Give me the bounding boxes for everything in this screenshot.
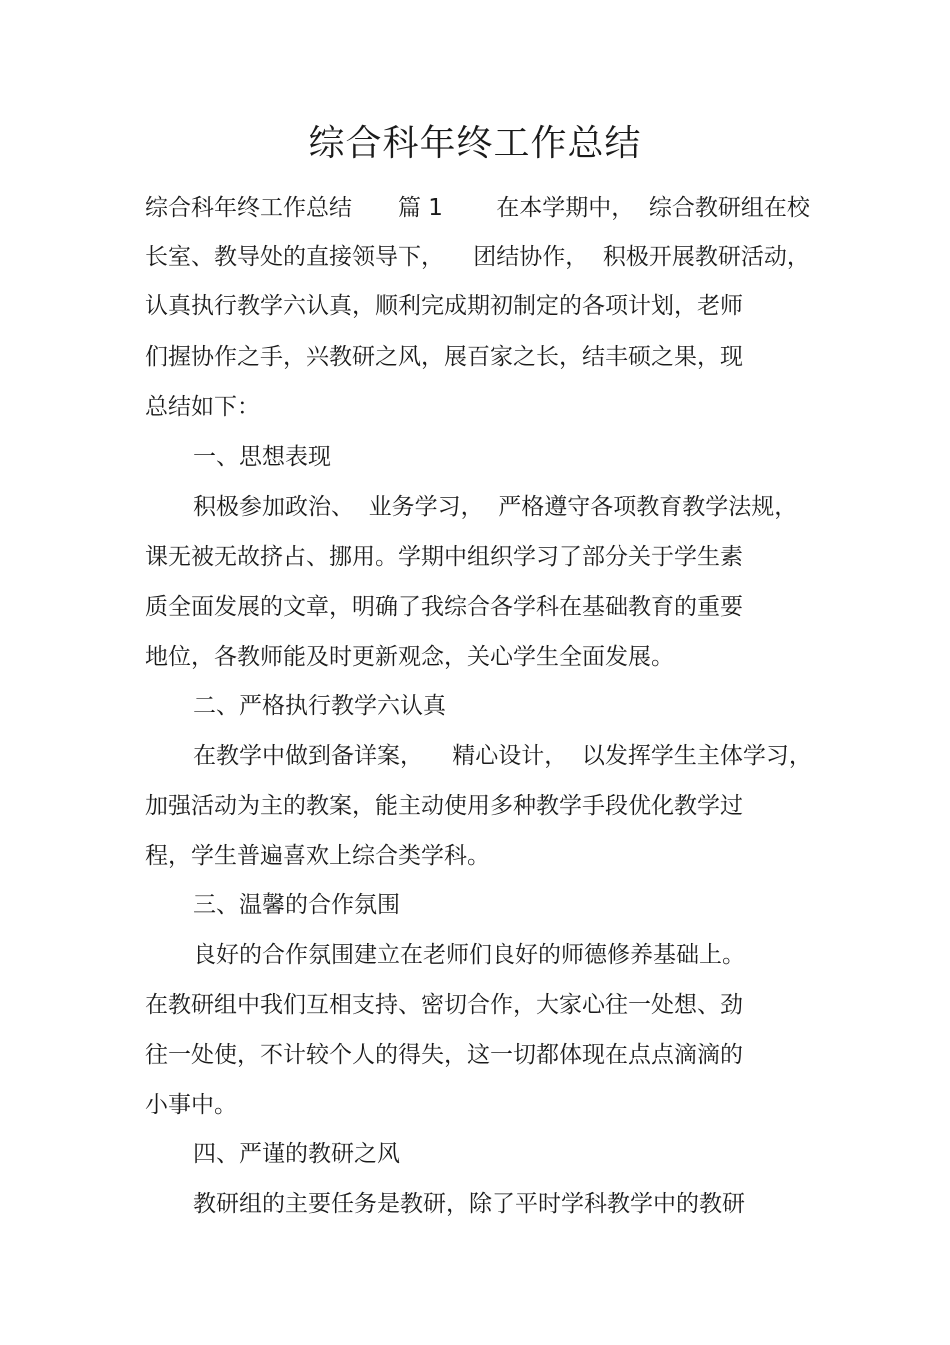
paragraph-line: 总结如下：: [145, 394, 260, 420]
paragraph-line: 长室、教导处的直接领导下， 团结协作， 积极开展教研活动，: [145, 244, 810, 270]
paragraph-line: 积极参加政治、 业务学习， 严格遵守各项教育教学法规，: [193, 494, 798, 520]
paragraph-line: 地位，各教师能及时更新观念，关心学生全面发展。: [145, 644, 674, 670]
section-heading: 三、温馨的合作氛围: [193, 892, 400, 918]
paragraph-line: 良好的合作氛围建立在老师们良好的师德修养基础上。: [193, 942, 745, 968]
paragraph-line: 们握协作之手，兴教研之风，展百家之长，结丰硕之果，现: [145, 344, 743, 370]
document-title: 综合科年终工作总结: [308, 123, 642, 164]
paragraph-line: 教研组的主要任务是教研，除了平时学科教学中的教研: [193, 1191, 745, 1217]
section-heading: 二、严格执行教学六认真: [193, 693, 446, 719]
section-heading: 一、思想表现: [193, 444, 331, 470]
paragraph-line: 在教研组中我们互相支持、密切合作，大家心往一处想、劲: [145, 992, 743, 1018]
paragraph-line: 往一处使，不计较个人的得失，这一切都体现在点点滴滴的: [145, 1042, 743, 1068]
paragraph-line: 质全面发展的文章，明确了我综合各学科在基础教育的重要: [145, 594, 743, 620]
paragraph-line: 认真执行教学六认真，顺利完成期初制定的各项计划，老师: [145, 293, 743, 319]
paragraph-line: 综合科年终工作总结 篇 1 在本学期中， 综合教研组在校: [145, 195, 810, 221]
section-heading: 四、严谨的教研之风: [193, 1141, 400, 1167]
paragraph-line: 加强活动为主的教案，能主动使用多种教学手段优化教学过: [145, 793, 743, 819]
paragraph-line: 在教学中做到备详案， 精心设计， 以发挥学生主体学习，: [193, 743, 812, 769]
paragraph-line: 小事中。: [145, 1092, 237, 1118]
paragraph-line: 程，学生普遍喜欢上综合类学科。: [145, 843, 490, 869]
paragraph-line: 课无被无故挤占、挪用。学期中组织学习了部分关于学生素: [145, 544, 743, 570]
